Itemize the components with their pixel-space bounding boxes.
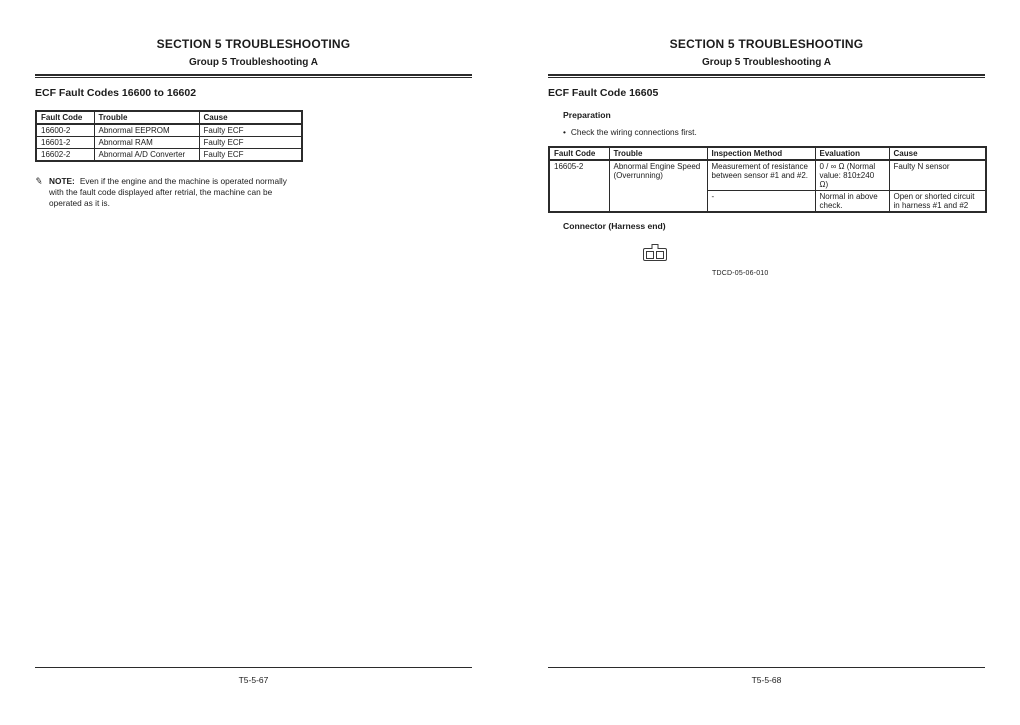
connector-icon — [643, 248, 667, 261]
table-cell-trouble: Abnormal Engine Speed (Overrunning) — [609, 160, 707, 212]
table-cell: Faulty N sensor — [889, 160, 986, 191]
note-label: NOTE: — [49, 176, 75, 186]
column-header-cause: Cause — [199, 111, 302, 124]
table-cell: Measurement of resistance between sensor #1 and #2. — [707, 160, 815, 191]
table-cell: Abnormal EEPROM — [94, 124, 199, 137]
group-title: Group 5 Troubleshooting A — [701, 57, 832, 68]
note-text: Even if the engine and the machine is operated normally with the fault code displayed after retrial, the machine can be operated as it is. — [49, 176, 287, 208]
column-header-evaluation: Evaluation — [815, 147, 889, 160]
note-block — [35, 176, 287, 209]
table-cell: Faulty ECF — [199, 149, 302, 162]
footer-rule — [35, 667, 472, 685]
connector-pin — [656, 251, 664, 259]
table-header-row — [549, 147, 986, 160]
table-header-row — [36, 111, 302, 124]
bullet-marker: • — [563, 127, 566, 137]
table-cell: 0 / ∞ Ω (Normal value: 810±240 Ω) — [815, 160, 889, 191]
connector-label: Connector (Harness end) — [563, 221, 666, 231]
table-cell: Faulty ECF — [199, 124, 302, 137]
section-title: SECTION 5 TROUBLESHOOTING — [156, 37, 351, 51]
connector-figure — [643, 248, 985, 261]
table-row — [36, 149, 302, 162]
header-rule — [548, 74, 985, 78]
fault-code-table — [35, 110, 303, 162]
table-row — [36, 124, 302, 137]
pencil-note-icon: ✎ — [34, 175, 44, 187]
page-heading: ECF Fault Codes 16600 to 16602 — [35, 87, 197, 99]
section-title: SECTION 5 TROUBLESHOOTING — [669, 37, 864, 51]
table-cell: 16601-2 — [36, 137, 94, 149]
column-header-trouble: Trouble — [609, 147, 707, 160]
table-cell: Open or shorted circuit in harness #1 and #2 — [889, 191, 986, 213]
column-header-inspection-method: Inspection Method — [707, 147, 815, 160]
table-row — [36, 137, 302, 149]
table-cell: - — [707, 191, 815, 213]
preparation-bullet-item — [563, 127, 985, 137]
header-rule — [35, 74, 472, 78]
table-cell: Normal in above check. — [815, 191, 889, 213]
table-cell: Abnormal RAM — [94, 137, 199, 149]
page-number: T5-5-68 — [751, 675, 782, 685]
table-cell: Abnormal A/D Converter — [94, 149, 199, 162]
preparation-heading: Preparation — [563, 110, 611, 120]
figure-code: TDCD-05-06-010 — [712, 270, 769, 277]
connector-pin — [646, 251, 654, 259]
table-cell: 16600-2 — [36, 124, 94, 137]
page-right — [548, 30, 985, 700]
bullet-text: Check the wiring connections first. — [570, 127, 697, 137]
group-title: Group 5 Troubleshooting A — [188, 57, 319, 68]
footer-rule — [548, 667, 985, 685]
column-header-cause: Cause — [889, 147, 986, 160]
column-header-fault-code: Fault Code — [36, 111, 94, 124]
table-row — [549, 160, 986, 191]
table-cell: 16602-2 — [36, 149, 94, 162]
preparation-block — [563, 110, 985, 137]
page-left — [35, 30, 472, 700]
fault-code-table — [548, 146, 987, 213]
column-header-fault-code: Fault Code — [549, 147, 609, 160]
column-header-trouble: Trouble — [94, 111, 199, 124]
page-number: T5-5-67 — [238, 675, 269, 685]
connector-tab — [652, 244, 659, 249]
table-cell: Faulty ECF — [199, 137, 302, 149]
table-cell-fault-code: 16605-2 — [549, 160, 609, 212]
page-heading: ECF Fault Code 16605 — [548, 87, 659, 99]
